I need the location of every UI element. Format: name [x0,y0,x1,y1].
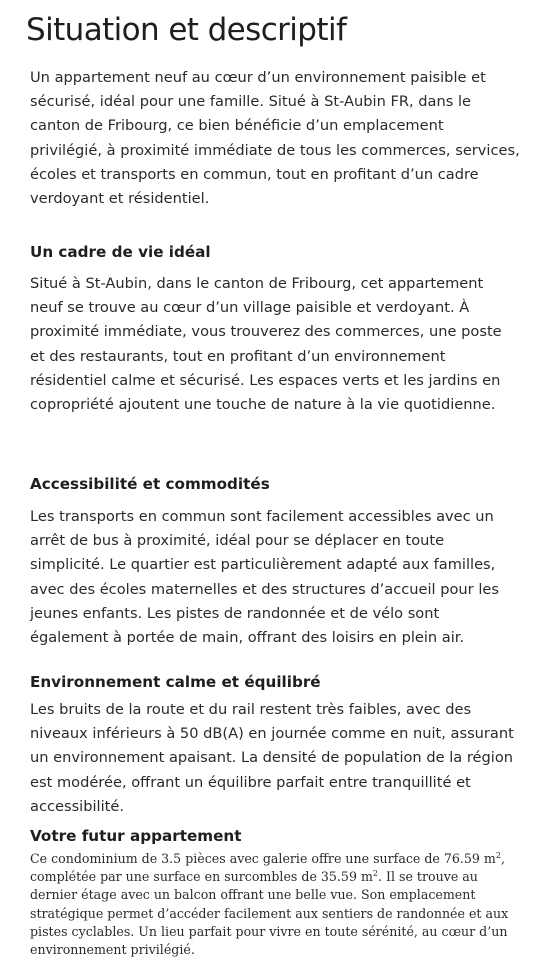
appartement-text-part-1: Ce condominium de 3.5 pièces avec galerie offre une surface de 76.59 m [30,851,496,866]
section-heading-appartement: Votre futur appartement [30,827,242,845]
section-text-accessibilite: Les transports en commun sont facilement accessibles avec un arrêt de bus à proximité, idéal pour se déplacer en toute simplicité. Le quartier est particulièrement adapté aux familles, avec des écoles maternelles et des structures d’accueil pour les jeunes enfants. Les pistes de randonnée et de vélo sont également à portée de main, offrant des loisirs en plein air. [30,508,499,647]
appartement-text-part-3: . Il se trouve au dernier étage avec un balcon offrant une belle vue. Son emplacement stratégique permet d’accéder facilement aux sentiers de randonnée et aux pistes cyclables. Un lieu parfait pour vivre en toute sérénité, au cœur d’un environnement privilégié. [30,869,509,958]
section-heading-environnement: Environnement calme et équilibré [30,673,321,691]
section-text-cadre: Situé à St-Aubin, dans le canton de Fribourg, cet appartement neuf se trouve au cœur d’un village paisible et verdoyant. À proximité immédiate, vous trouverez des commerces, une poste et des restaurants, tout en profitant d’un environnement résidentiel calme et sécurisé. Les espaces verts et les jardins en copropriété ajoutent une touche de nature à la vie quotidienne. [30,275,502,414]
page-title: Situation et descriptif [26,12,347,48]
section-text-appartement [30,850,520,959]
appartement-text-part-2: , complétée par une surface en surcombles de 35.59 m [30,851,505,885]
section-text-environnement: Les bruits de la route et du rail restent très faibles, avec des niveaux inférieurs à 50 dB(A) en journée comme en nuit, assurant un environnement apaisant. La densité de population de la région est modérée, offrant un équilibre parfait entre tranquillité et accessibilité. [30,701,514,815]
squared-superscript: 2 [495,850,501,860]
squared-superscript: 2 [372,869,378,879]
section-heading-cadre: Un cadre de vie idéal [30,243,211,261]
section-heading-accessibilite: Accessibilité et commodités [30,475,270,493]
intro-paragraph: Un appartement neuf au cœur d’un environnement paisible et sécurisé, idéal pour une famille. Situé à St-Aubin FR, dans le canton de Fribourg, ce bien bénéficie d’un emplacement privilégié, à proximité immédiate de tous les commerces, services, écoles et transports en commun, tout en profitant d’un cadre verdoyant et résidentiel. [30,69,520,208]
